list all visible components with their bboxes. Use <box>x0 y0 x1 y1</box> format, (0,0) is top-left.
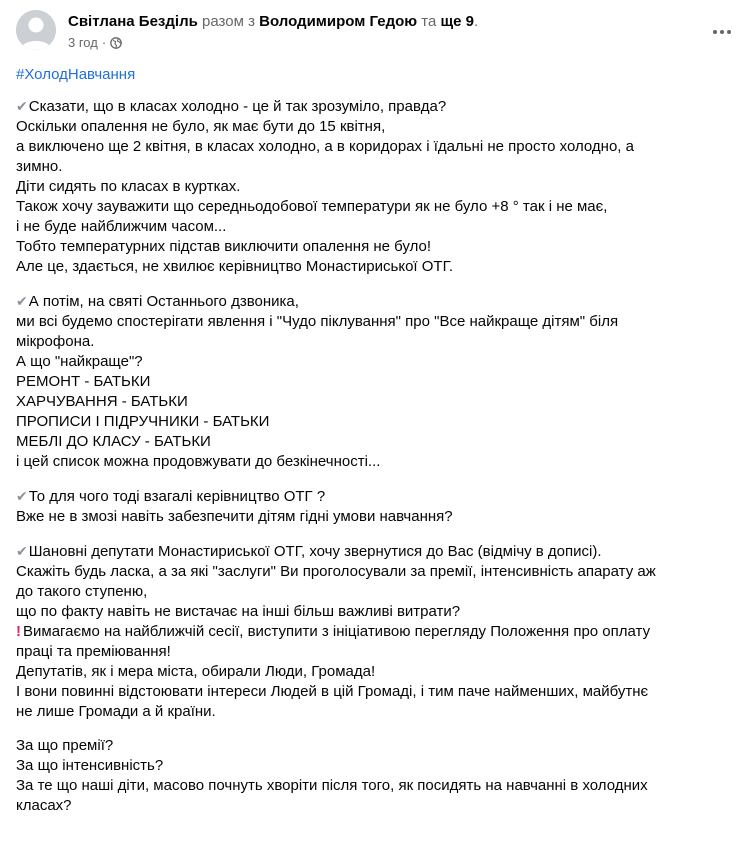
post-meta <box>68 35 122 51</box>
text-line: і не буде найближчим часом... <box>16 218 227 235</box>
check-mark-icon: ✔ <box>16 293 28 309</box>
text-line: МЕБЛІ ДО КЛАСУ - БАТЬКИ <box>16 433 211 450</box>
text-line: І вони повинні відстоювати інтереси Людей в цій Громаді, і тим паче найменших, майбутнє <box>16 683 649 700</box>
period: . <box>473 13 479 30</box>
exclamation-icon: ! <box>16 623 21 640</box>
text-line: Тобто температурних підстав виключити опалення не було! <box>16 238 432 255</box>
text-line: ПРОПИСИ І ПІДРУЧНИКИ - БАТЬКИ <box>16 413 270 430</box>
check-mark-icon: ✔ <box>16 488 28 504</box>
avatar-placeholder-icon <box>16 10 56 50</box>
text-line: ✔То для чого тоді взагалі керівництво ОТГ ? <box>16 488 326 505</box>
tagged-person-link[interactable]: Володимиром Гедою <box>259 13 418 30</box>
check-mark-icon: ✔ <box>16 543 28 559</box>
author-name-link[interactable]: Світлана Безділь <box>68 13 198 30</box>
text-line: і цей список можна продовжувати до безкінечності... <box>16 453 381 470</box>
text-line: що по факту навіть не вистачає на інші більш важливі витрати? <box>16 603 461 620</box>
text-line: Скажіть будь ласка, а за які "заслуги" Ви проголосували за премії, інтенсивність апарату аж <box>16 563 656 580</box>
text-line: ✔А потім, на святі Останнього дзвоника, <box>16 293 299 310</box>
text-line: праці та преміювання! <box>16 643 171 660</box>
text-line: Вже не в змозі навіть забезпечити дітям гідні умови навчання? <box>16 508 453 525</box>
text-line: ✔Шановні депутати Монастириської ОТГ, хочу звернутися до Вас (відмічу в дописі). <box>16 543 602 560</box>
paragraph-2 <box>16 291 740 472</box>
paragraph-4 <box>16 541 740 722</box>
text-line: класах? <box>16 797 72 814</box>
hashtag-link[interactable]: #ХолодНавчання <box>16 66 136 83</box>
others-link[interactable]: ще 9 <box>440 13 474 30</box>
paragraph-5 <box>16 736 740 816</box>
post-body <box>16 96 740 830</box>
text-line: За те що наші діти, масово почнуть хворіти після того, як посидять на навчанні в холодних <box>16 777 648 794</box>
text-line: ! Вимагаємо на найближчій сесії, виступити з ініціативою перегляду Положення про оплату <box>16 623 651 640</box>
with-text: разом з <box>202 13 255 30</box>
check-mark-icon: ✔ <box>16 98 28 114</box>
text-line: За що інтенсивність? <box>16 757 164 774</box>
text-line: а виключено ще 2 квітня, в класах холодно, а в коридорах і їдальні не просто холодно, а <box>16 138 634 155</box>
text-line: РЕМОНТ - БАТЬКИ <box>16 373 151 390</box>
text-line: Діти сидять по класах в куртках. <box>16 178 241 195</box>
text-line: до такого ступеню, <box>16 583 148 600</box>
meta-separator: · <box>101 35 107 50</box>
more-options-button[interactable] <box>708 18 736 46</box>
post-timestamp[interactable]: 3 год <box>68 35 98 50</box>
text-line: не лише Громади а й країни. <box>16 703 216 720</box>
text-line: ХАРЧУВАННЯ - БАТЬКИ <box>16 393 188 410</box>
text-line: Але це, здається, не хвилює керівництво Монастириської ОТГ. <box>16 258 454 275</box>
paragraph-3 <box>16 486 740 527</box>
more-dot <box>720 30 724 34</box>
text-line: Також хочу зауважити що середньодобової температури як не було +8 ° так і не має, <box>16 198 608 215</box>
text-line: За що премії? <box>16 737 114 754</box>
and-text: та <box>421 13 437 30</box>
paragraph-1 <box>16 96 740 277</box>
text-line: Оскільки опалення не було, як має бути до 15 квітня, <box>16 118 386 135</box>
more-dot <box>727 30 731 34</box>
text-line: А що "найкраще"? <box>16 353 143 370</box>
post-header <box>16 4 736 60</box>
text-line: ✔Сказати, що в класах холодно - це й так зрозуміло, правда? <box>16 98 447 115</box>
more-dot <box>713 30 717 34</box>
globe-icon[interactable] <box>110 37 122 49</box>
text-line: мікрофона. <box>16 333 95 350</box>
author-avatar[interactable] <box>16 10 56 50</box>
text-line: Депутатів, як і мера міста, обирали Люди, Громада! <box>16 663 376 680</box>
text-line: ми всі будемо спостерігати явлення і "Чудо піклування" про "Все найкраще дітям" біля <box>16 313 619 330</box>
post-authors <box>68 12 478 31</box>
text-line: зимно. <box>16 158 63 175</box>
